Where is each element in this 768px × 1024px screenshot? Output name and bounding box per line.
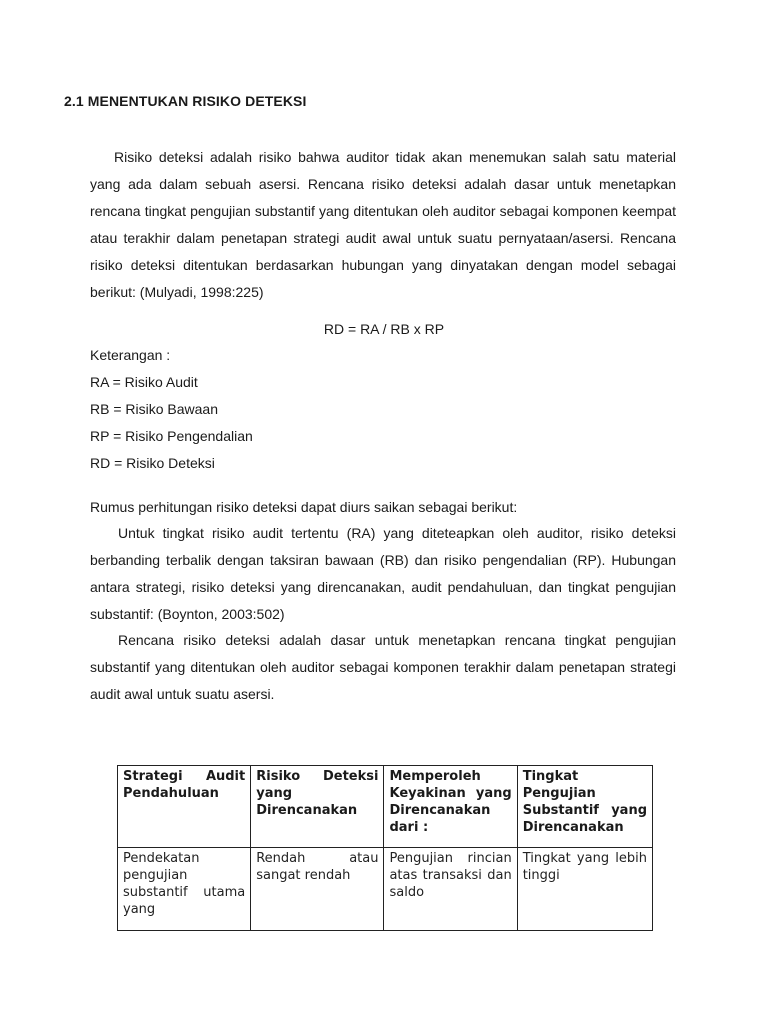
formula: RD = RA / RB x RP (323, 321, 445, 337)
table-cell: Tingkat yang lebih tinggi (517, 848, 652, 931)
table-header-cell: Strategi Audit Pendahuluan (118, 766, 251, 848)
table-header-cell: Risiko Deteksi yang Direncanakan (251, 766, 384, 848)
paragraph-formula-intro: Rumus perhitungan risiko deteksi dapat diurs saikan sebagai berikut: (90, 499, 518, 515)
paragraph-plan: Rencana risiko deteksi adalah dasar untuk menetapkan rencana tingkat pengujian substantif yang ditentukan oleh auditor sebagai komponen terakhir dalam penetapan strategi audit awal untuk suatu asersi. (90, 632, 676, 702)
section-heading: 2.1 MENENTUKAN RISIKO DETEKSI (64, 93, 307, 109)
table-header-row (118, 766, 653, 848)
strategy-table (117, 765, 653, 931)
table-row (118, 848, 653, 931)
paragraph-relationship: Untuk tingkat risiko audit tertentu (RA) yang diteteapkan oleh auditor, risiko deteksi berbanding terbalik dengan taksiran bawaan (RB) dan risiko pengendalian (RP). Hubungan antara strategi, risiko deteksi yang direncanakan, audit pendahuluan, dan tingkat pengujian substantif: (Boynton, 2003:502) (90, 525, 676, 622)
table-cell: Pendekatan pengujian substantif utama yang (118, 848, 251, 931)
legend-item: RP = Risiko Pengendalian (90, 428, 253, 444)
legend (90, 342, 253, 477)
table-header-cell: Tingkat Pengujian Substantif yang Direncanakan (517, 766, 652, 848)
legend-item: RD = Risiko Deteksi (90, 455, 215, 471)
table-header-cell: Memperoleh Keyakinan yang Direncanakan dari : (384, 766, 517, 848)
legend-item: RB = Risiko Bawaan (90, 401, 219, 417)
table-cell: Rendah atau sangat rendah (251, 848, 384, 931)
table-cell: Pengujian rincian atas transaksi dan saldo (384, 848, 517, 931)
legend-title: Keterangan : (90, 347, 171, 363)
legend-item: RA = Risiko Audit (90, 374, 198, 390)
paragraph-intro: Risiko deteksi adalah risiko bahwa auditor tidak akan menemukan salah satu material yang ada dalam sebuah asersi. Rencana risiko deteksi adalah dasar untuk menetapkan rencana tingkat pengujian substantif yang ditentukan oleh auditor sebagai komponen keempat atau terakhir dalam penetapan strategi audit awal untuk suatu pernyataan/asersi. Rencana risiko deteksi ditentukan berdasarkan hubungan yang dinyatakan dengan model sebagai berikut: (Mulyadi, 1998:225) (90, 149, 676, 300)
